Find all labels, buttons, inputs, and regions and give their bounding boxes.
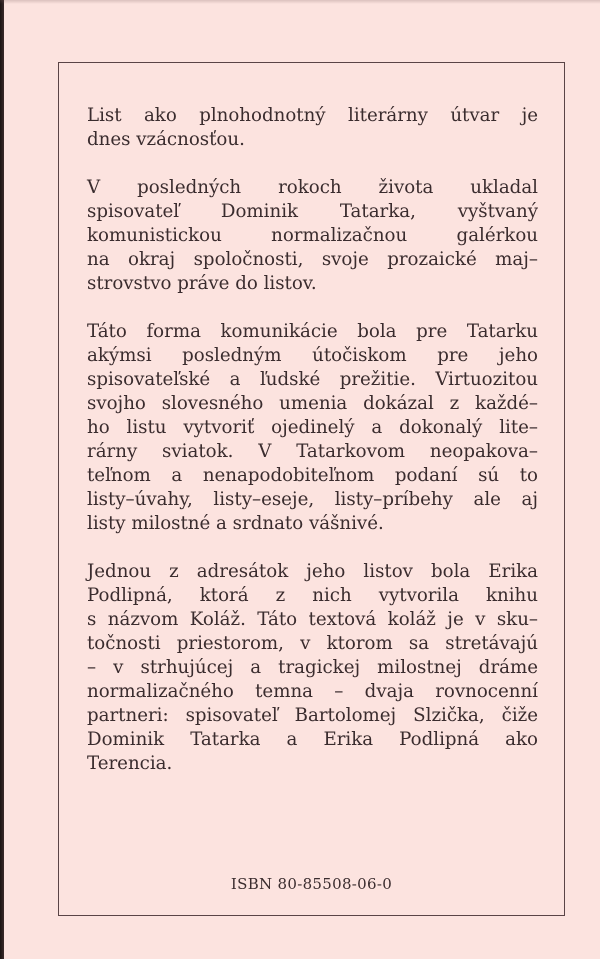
- text-line: teľnom a nenapodobiteľnom podaní sú to: [87, 465, 538, 486]
- text-line: partneri: spisovateľ Bartolomej Slzička, čiže: [87, 705, 538, 726]
- text-line: – v strhujúcej a tragickej milostnej dráme: [87, 657, 538, 678]
- text-line: komunistickou normalizačnou galérkou: [87, 225, 538, 246]
- text-line: spisovateľ Dominik Tatarka, vyštvaný: [87, 201, 538, 222]
- paragraph-intro: [87, 104, 538, 152]
- text-line: ho listu vytvoriť ojedinelý a dokonalý lite–: [87, 417, 538, 438]
- text-line: listy milostné a srdnato vášnivé.: [87, 513, 384, 534]
- text-line: normalizačného temna – dvaja rovnocenní: [87, 681, 538, 702]
- text-line: Terencia.: [87, 753, 173, 774]
- text-line: Dominik Tatarka a Erika Podlipná ako: [87, 729, 538, 750]
- text-line: spisovateľské a ľudské prežitie. Virtuozitou: [87, 369, 538, 390]
- text-line: točnosti priestorom, v ktorom sa stretávajú: [87, 633, 538, 654]
- text-line: rárny sviatok. V Tatarkovom neopakova–: [87, 441, 538, 462]
- paragraph-collage: [87, 560, 538, 776]
- text-line: Podlipná, ktorá z nich vytvorila knihu: [87, 585, 538, 606]
- text-line: List ako plnohodnotný literárny útvar je: [87, 105, 538, 126]
- text-line: dnes vzácnosťou.: [87, 129, 245, 150]
- book-spine-edge: [0, 0, 4, 959]
- paragraph-form: [87, 320, 538, 536]
- text-line: svojho slovesného umenia dokázal z každé–: [87, 393, 538, 414]
- text-line: s názvom Koláž. Táto textová koláž je v sku–: [87, 609, 538, 630]
- text-line: akýmsi posledným útočiskom pre jeho: [87, 345, 538, 366]
- text-line: V posledných rokoch života ukladal: [87, 177, 538, 198]
- text-line: Jednou z adresátok jeho listov bola Erika: [87, 561, 538, 582]
- blurb-text: [87, 104, 538, 800]
- paragraph-author: [87, 176, 538, 296]
- text-line: listy–úvahy, listy–eseje, listy–príbehy ale aj: [87, 489, 538, 510]
- text-line: Táto forma komunikácie bola pre Tatarku: [87, 321, 538, 342]
- page-top-shadow: [0, 0, 600, 4]
- text-line: strovstvo práve do listov.: [87, 273, 317, 294]
- text-line: na okraj spoločnosti, svoje prozaické maj–: [87, 249, 538, 270]
- isbn-number: ISBN 80-85508-06-0: [230, 875, 393, 893]
